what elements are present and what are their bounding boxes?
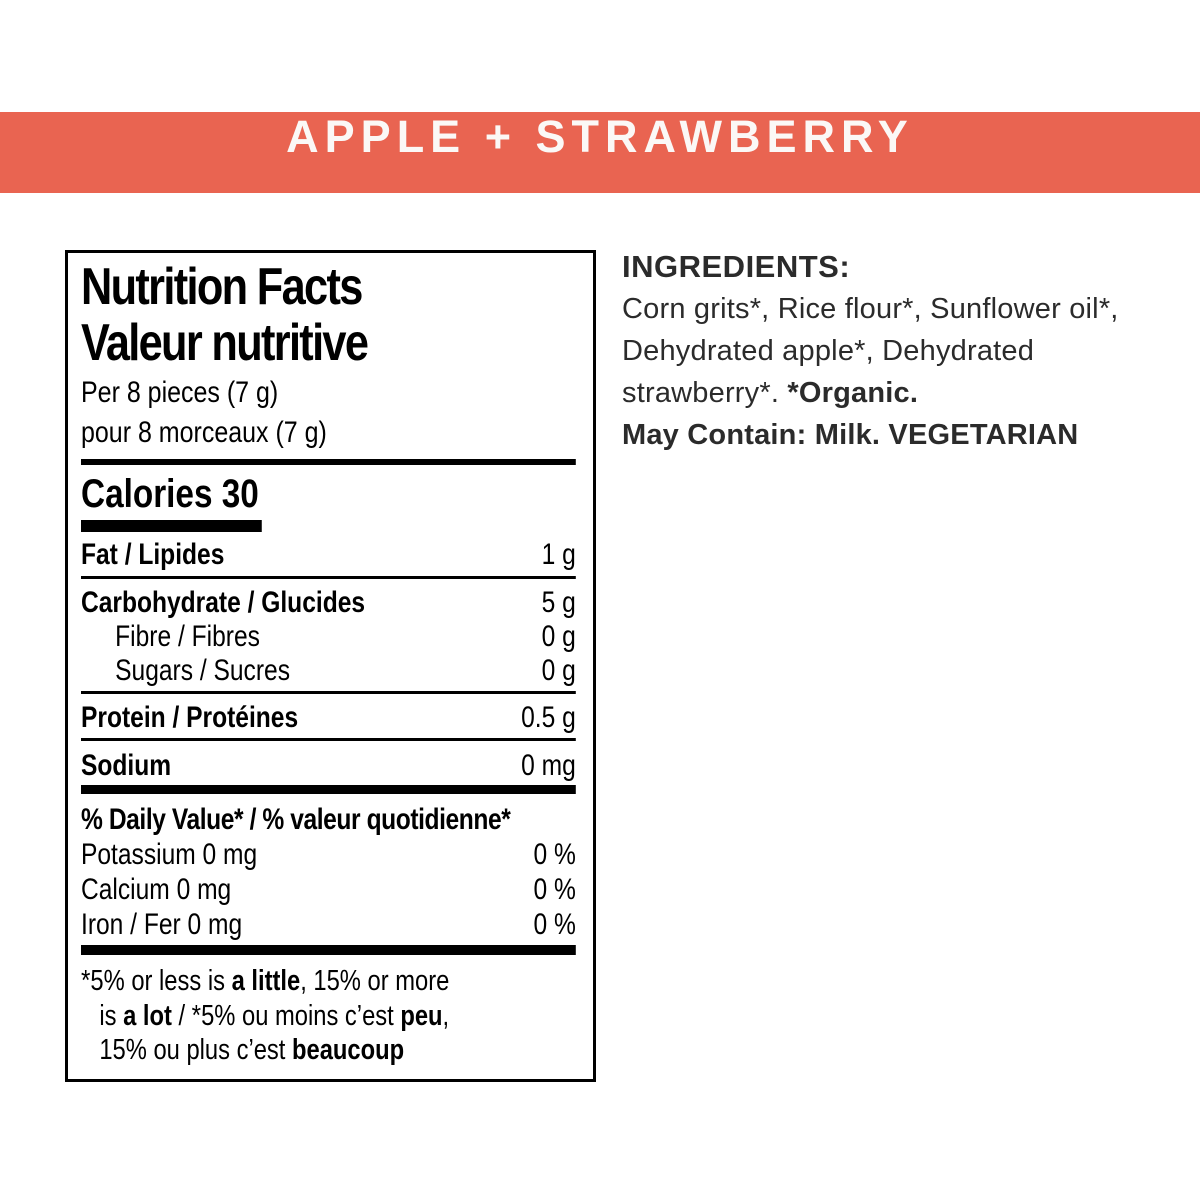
calories-row [81, 472, 576, 517]
asterisk: * [191, 999, 202, 1032]
nft-title-fr: Valeur nutritive [81, 314, 368, 372]
dv-row-iron [81, 907, 576, 945]
dv-row-calcium [81, 872, 576, 907]
nutrient-row-carbohydrate [81, 579, 576, 620]
nutrient-row-fat [81, 532, 576, 576]
nutrient-value: 0 % [533, 908, 576, 941]
footnote-text: is [99, 999, 124, 1032]
nutrient-label: Protein / Protéines [81, 701, 299, 734]
nutrition-facts-panel [65, 250, 596, 1082]
nutrient-label: Iron / Fer 0 mg [81, 908, 243, 941]
footnote-line-1 [81, 964, 576, 999]
footnote-text: / [171, 999, 192, 1032]
may-contain-line: May Contain: Milk. VEGETARIAN [622, 419, 1079, 451]
serving-size-en: Per 8 pieces (7 g) [81, 376, 279, 409]
ingredients-heading: INGREDIENTS: [622, 249, 851, 284]
footnote-text: , [442, 999, 450, 1032]
footnote-line-2 [81, 999, 576, 1034]
footnote-text-bold: a lot [123, 999, 172, 1032]
thick-rule-top [81, 459, 576, 465]
serving-size-fr: pour 8 morceaux (7 g) [81, 416, 327, 449]
nutrient-label: Sugars / Sucres [115, 654, 290, 687]
calories-underline-rule [81, 520, 262, 532]
dv-row-potassium [81, 837, 576, 872]
footnote-line-3 [81, 1033, 576, 1068]
ingredients-line-1: Corn grits*, Rice flour*, Sunflower oil*, [622, 293, 1119, 325]
nutrient-label: Fibre / Fibres [115, 620, 260, 653]
nutrient-label: Fat / Lipides [81, 538, 225, 571]
nft-title-en: Nutrition Facts [81, 258, 362, 316]
nutrient-value: 0 g [541, 620, 576, 653]
nutrient-row-sugars [81, 654, 576, 691]
nutrient-value: 0 mg [521, 749, 576, 782]
footnote-text: 5% or less is [90, 965, 232, 997]
nutrient-label: Calcium 0 mg [81, 873, 232, 906]
calories-label: Calories [81, 472, 213, 516]
nutrient-value: 5 g [541, 586, 576, 619]
ingredients-line-2: Dehydrated apple*, Dehydrated [622, 335, 1035, 367]
footnote-text-bold: beaucoup [292, 1034, 405, 1066]
ingredients-section [622, 246, 1182, 456]
nutrient-row-fibre [81, 620, 576, 654]
nutrient-value: 0 g [541, 654, 576, 687]
daily-value-header: % Daily Value* / % valeur quotidienne* [81, 803, 511, 836]
nutrient-label: Potassium 0 mg [81, 838, 258, 871]
nutrient-value: 0.5 g [521, 701, 576, 734]
calories-value: 30 [221, 472, 259, 516]
ingredients-text: strawberry*. [622, 377, 788, 409]
nutrient-value: 1 g [541, 538, 576, 571]
daily-value-footnote [81, 964, 576, 1068]
footnote-text-bold: peu [400, 999, 443, 1032]
footnote-text: 5% ou moins c’est [201, 999, 401, 1032]
nutrient-row-sodium [81, 741, 576, 785]
ingredients-line-3 [622, 372, 1182, 414]
thick-rule-mid [81, 785, 576, 794]
nutrient-label: Sodium [81, 749, 172, 782]
footnote-text-bold: a little [231, 965, 301, 997]
asterisk: * [81, 965, 91, 997]
flavor-banner [0, 112, 1200, 193]
footnote-text: 15% ou plus c’est [99, 1034, 293, 1066]
thick-rule-bottom [81, 945, 576, 955]
organic-note: *Organic. [787, 377, 919, 409]
nutrient-label: Carbohydrate / Glucides [81, 586, 366, 619]
nutrient-value: 0 % [533, 873, 576, 906]
flavor-banner-title: APPLE + STRAWBERRY [286, 111, 914, 162]
footnote-text: , 15% or more [300, 965, 450, 997]
nutrient-value: 0 % [533, 838, 576, 871]
nutrient-row-protein [81, 694, 576, 738]
nutrition-facts-content [81, 253, 576, 1068]
